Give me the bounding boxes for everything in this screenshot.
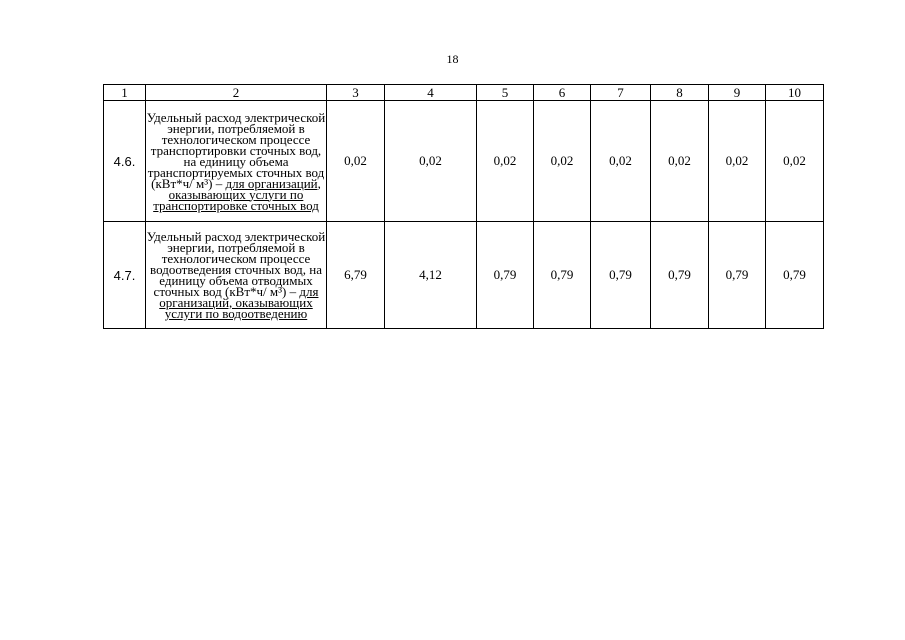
value-cell: 6,79 <box>327 222 385 329</box>
header-row <box>104 85 824 101</box>
row-code: 4.7. <box>104 222 146 329</box>
value-cell: 0,79 <box>534 222 591 329</box>
value-cell: 0,02 <box>477 101 534 222</box>
value-cell: 0,02 <box>385 101 477 222</box>
value-cell: 0,79 <box>709 222 766 329</box>
description-text: Удельный расход электрической энергии, потребляемой в технологическом процессе транспортировки сточных вод, на единицу объема транспортируемых сточных вод (кВт*ч/ м³) – <box>146 109 326 191</box>
value-cell: 0,02 <box>766 101 824 222</box>
header-cell: 10 <box>766 85 824 101</box>
value-cell: 0,02 <box>709 101 766 222</box>
header-cell: 5 <box>477 85 534 101</box>
description-text: Удельный расход электрической энергии, потребляемой в технологическом процессе водоотведения сточных вод, на единицу объема отводимых сточных вод (кВт*ч/ м³) – <box>146 229 326 299</box>
value-cell: 0,79 <box>477 222 534 329</box>
value-cell: 0,02 <box>534 101 591 222</box>
header-cell: 1 <box>104 85 146 101</box>
page-number: 18 <box>446 52 459 66</box>
value-cell: 4,12 <box>385 222 477 329</box>
description-underlined: для организаций, оказывающих услуги по транспортировке сточных вод <box>153 175 321 213</box>
row-description <box>146 222 327 329</box>
header-cell: 9 <box>709 85 766 101</box>
data-table <box>103 84 824 329</box>
table-row <box>104 101 824 222</box>
value-cell: 0,02 <box>327 101 385 222</box>
value-cell: 0,79 <box>651 222 709 329</box>
header-cell: 2 <box>146 85 327 101</box>
row-code: 4.6. <box>104 101 146 222</box>
description-underlined: для организаций, оказывающих услуги по водоотведению <box>159 284 319 321</box>
table-row <box>104 222 824 329</box>
header-cell: 7 <box>591 85 651 101</box>
value-cell: 0,79 <box>766 222 824 329</box>
value-cell: 0,02 <box>651 101 709 222</box>
value-cell: 0,02 <box>591 101 651 222</box>
value-cell: 0,79 <box>591 222 651 329</box>
header-cell: 6 <box>534 85 591 101</box>
header-cell: 8 <box>651 85 709 101</box>
header-cell: 3 <box>327 85 385 101</box>
header-cell: 4 <box>385 85 477 101</box>
row-description <box>146 101 327 222</box>
